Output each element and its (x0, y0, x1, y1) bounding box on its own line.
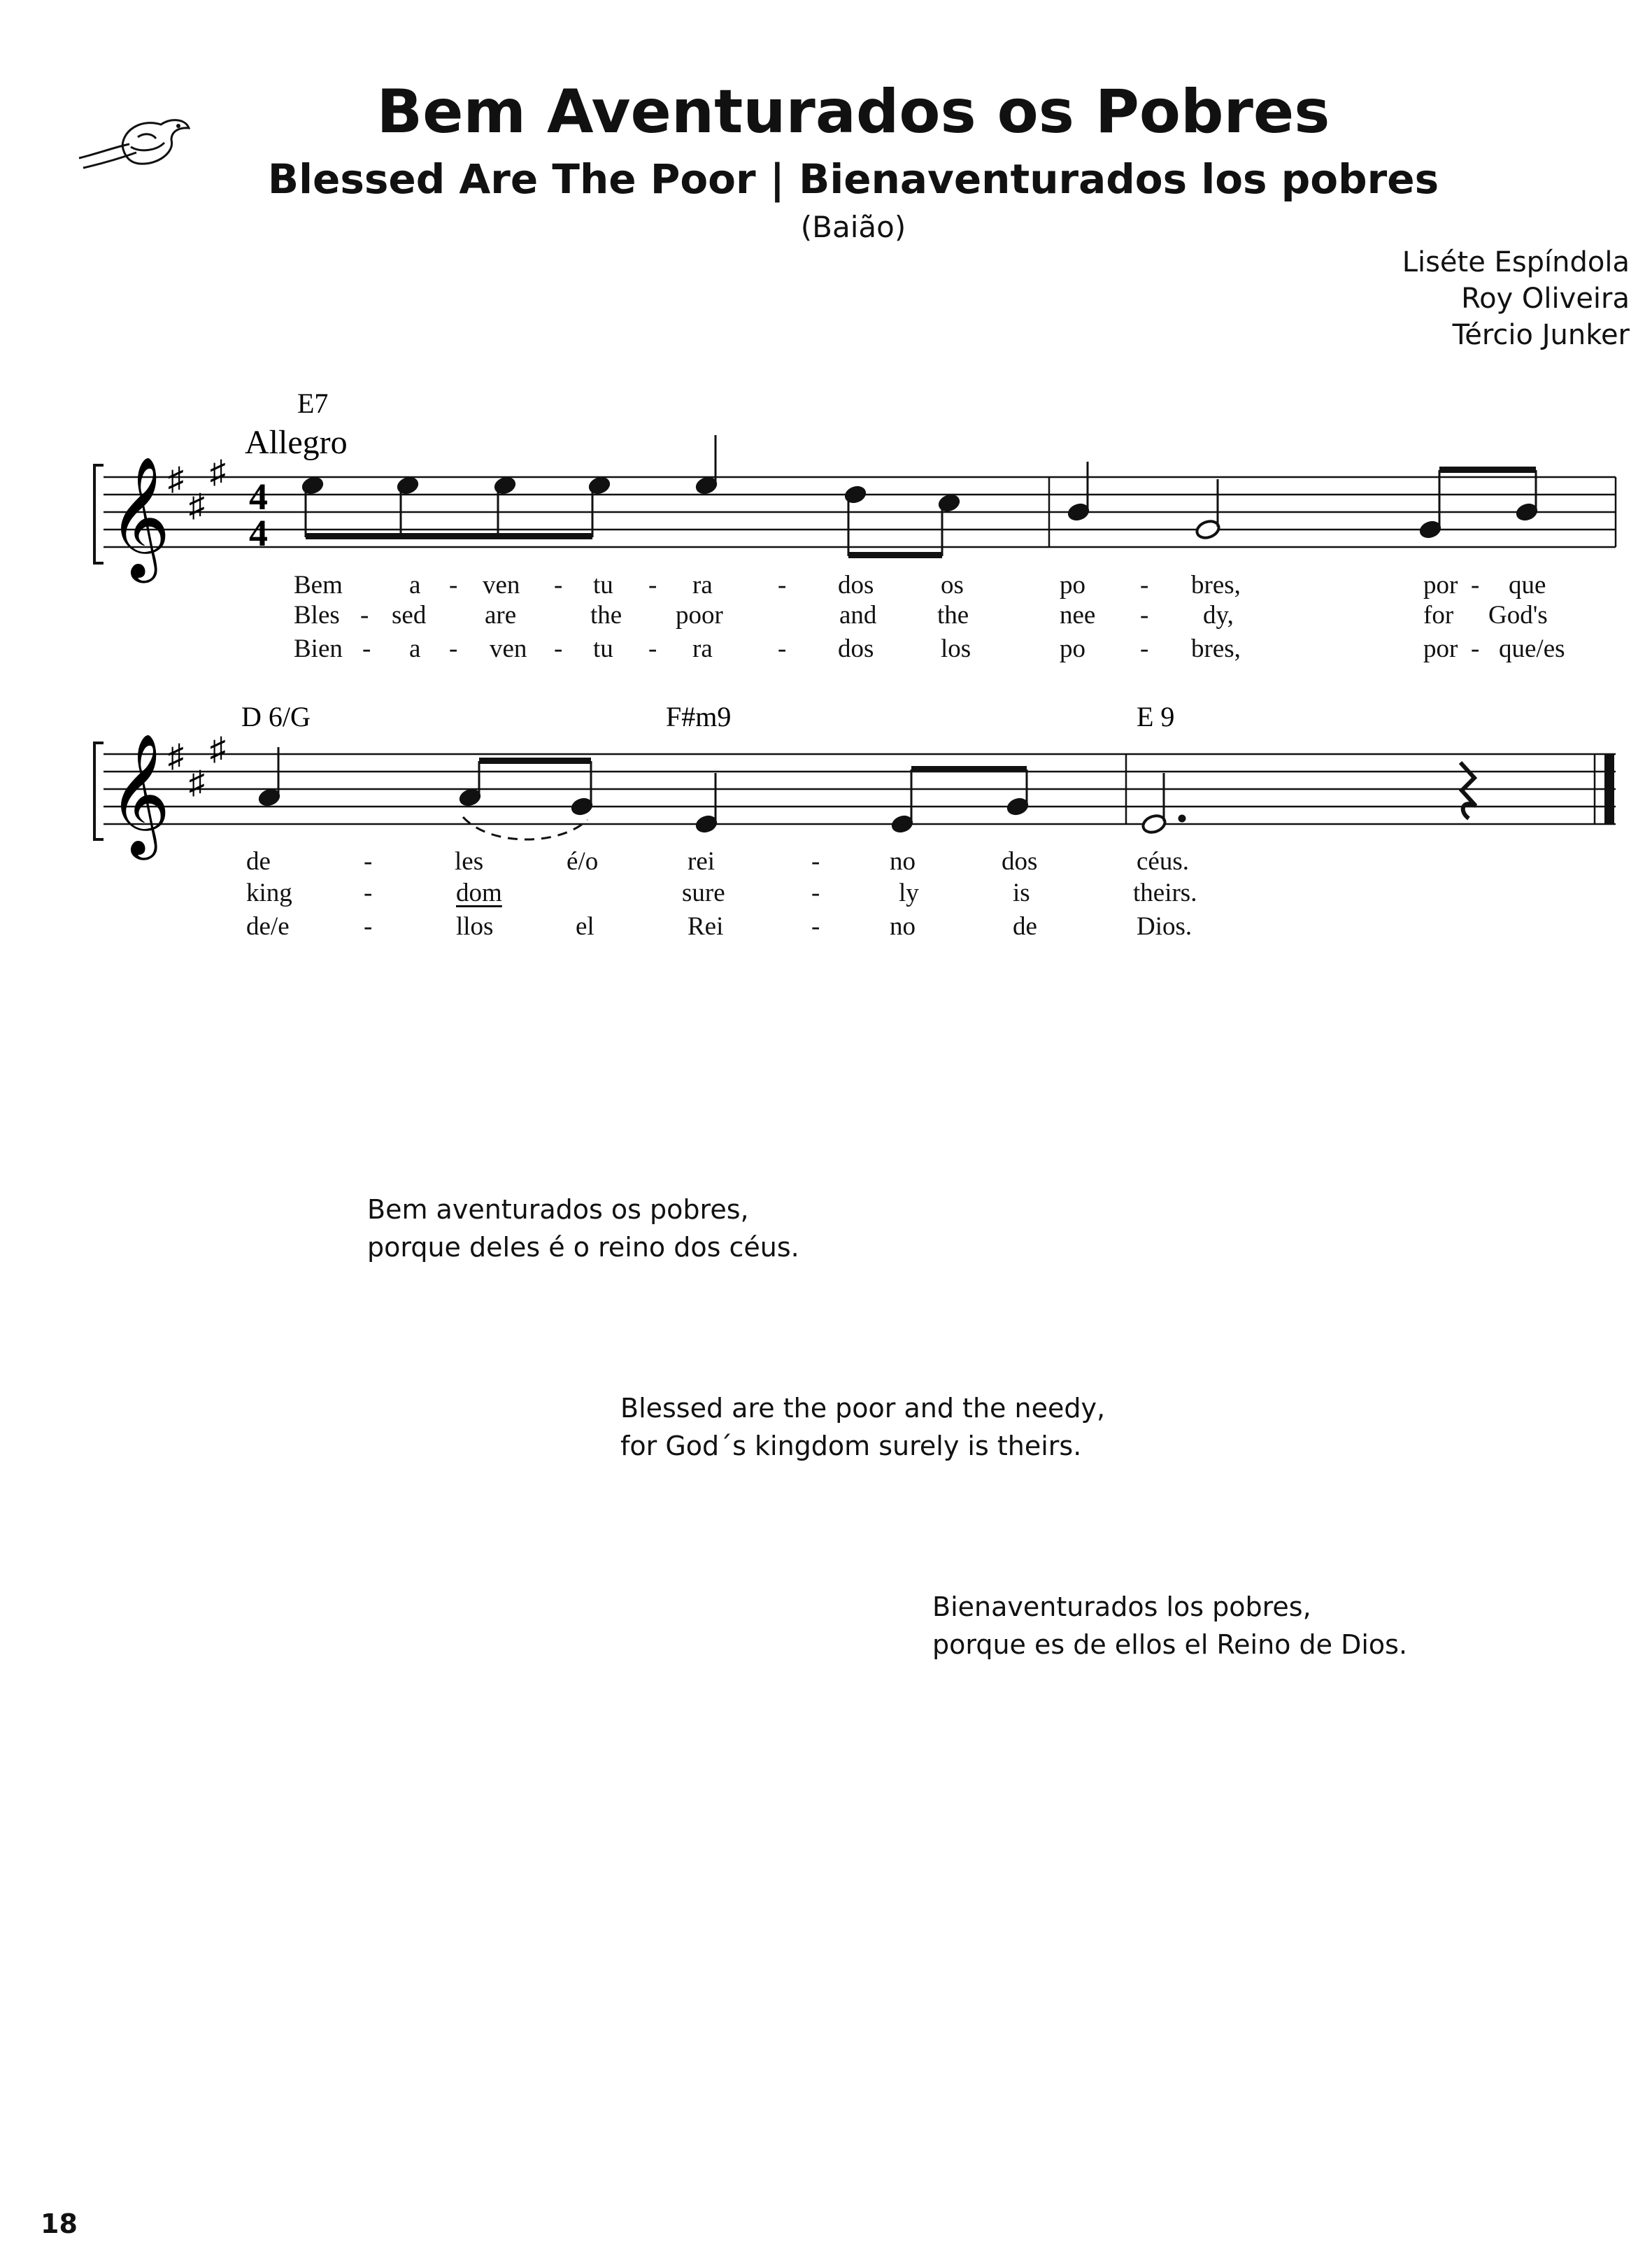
lyric: poor (676, 601, 723, 630)
lyric: ven (483, 571, 520, 600)
measure-3-notes (257, 747, 1030, 835)
lyric: ven (490, 634, 527, 663)
lyric: for (1423, 601, 1454, 630)
lyric: de (1013, 912, 1037, 941)
chord-e9: E 9 (1137, 701, 1175, 732)
lyric: - (364, 847, 373, 876)
measure-1-notes (300, 435, 962, 558)
lyric: - (648, 571, 657, 600)
svg-text:♯: ♯ (189, 765, 205, 800)
lyric: Dios. (1137, 912, 1192, 941)
lyric: - (1471, 571, 1480, 600)
lyric: dos (838, 571, 874, 600)
svg-text:♯: ♯ (210, 731, 226, 767)
composer-1: Liséte Espíndola (1402, 246, 1630, 278)
lyric: God's (1488, 601, 1548, 630)
lyric: - (648, 634, 657, 663)
lyric: Bles (294, 601, 340, 630)
lyric: el (576, 912, 594, 941)
lyric: ly (899, 879, 919, 907)
treble-clef-icon: 𝄞 (108, 460, 171, 576)
lyric: tu (593, 571, 613, 600)
lyric: no (890, 912, 916, 941)
lyric: king (246, 879, 292, 907)
lyric: dos (838, 634, 874, 663)
lyric: - (811, 847, 820, 876)
lyric: - (778, 634, 787, 663)
lyric: sure (682, 879, 725, 907)
stanza-english (620, 1389, 1105, 1465)
svg-text:♯: ♯ (168, 461, 184, 497)
staff-1 (0, 378, 1652, 588)
lyric: are (485, 601, 517, 630)
lyric: and (839, 601, 877, 630)
lyric: de/e (246, 912, 290, 941)
song-title: Bem Aventurados os Pobres (376, 77, 1330, 147)
lyric: Bien (294, 634, 343, 663)
lyric: sed (392, 601, 427, 630)
lyric: po (1060, 634, 1085, 663)
staff-2-lines (104, 754, 1616, 824)
lyric: bres, (1191, 634, 1241, 663)
time-signature-top: 4 (249, 476, 268, 518)
composer-3: Tércio Junker (1452, 319, 1630, 351)
lyric: no (890, 847, 916, 876)
lyric: - (362, 634, 371, 663)
lyric: los (941, 634, 971, 663)
time-signature-bottom: 4 (249, 512, 268, 554)
lyric: - (449, 634, 458, 663)
lyric: céus. (1137, 847, 1189, 876)
treble-clef-icon: 𝄞 (108, 737, 171, 853)
song-style: (Baião) (800, 210, 906, 244)
lyric: - (1140, 601, 1149, 630)
lyric: - (811, 912, 820, 941)
song-subtitle: Blessed Are The Poor | Bienaventurados los pobres (267, 155, 1439, 203)
lyric: por (1423, 634, 1458, 663)
lyric: - (811, 879, 820, 907)
lyric: - (778, 571, 787, 600)
lyric: - (360, 601, 369, 630)
lyric: a (409, 571, 421, 600)
lyric: - (1140, 634, 1149, 663)
lyric: theirs. (1133, 879, 1197, 907)
measure-4-notes (1141, 773, 1185, 835)
stanza-line: porque deles é o reino dos céus. (367, 1232, 799, 1263)
svg-text:♯: ♯ (210, 454, 226, 490)
lyric: dy, (1203, 601, 1234, 630)
lyric: dos (1002, 847, 1038, 876)
chord-fsharpm9: F#m9 (666, 701, 732, 732)
lyric: rei (688, 847, 715, 876)
lyric: the (590, 601, 622, 630)
stanza-line: Bienaventurados los pobres, (932, 1591, 1311, 1622)
lyric: que (1509, 571, 1546, 600)
page-number: 18 (41, 2208, 78, 2239)
lyric: ra (692, 571, 713, 600)
stanza-spanish (932, 1588, 1407, 1663)
lyric: de (246, 847, 271, 876)
lyric: bres, (1191, 571, 1241, 600)
stanza-line: Blessed are the poor and the needy, (620, 1393, 1106, 1424)
lyric: a (409, 634, 421, 663)
chord-e7: E7 (297, 388, 329, 419)
lyric: - (364, 912, 373, 941)
stanza-portuguese (367, 1191, 799, 1266)
lyric: tu (593, 634, 613, 663)
lyric: llos (456, 912, 494, 941)
svg-text:♯: ♯ (189, 488, 205, 523)
lyric: Rei (688, 912, 724, 941)
composer-2: Roy Oliveira (1461, 283, 1630, 315)
lyric: - (554, 571, 563, 600)
lyric: - (449, 571, 458, 600)
lyric: os (941, 571, 964, 600)
lyric: - (1140, 571, 1149, 600)
lyric: que/es (1499, 634, 1565, 663)
lyric: - (554, 634, 563, 663)
lyric: po (1060, 571, 1085, 600)
stanza-line: for God´s kingdom surely is theirs. (620, 1431, 1082, 1461)
lyric: dom (456, 879, 502, 907)
lyric: - (364, 879, 373, 907)
lyric: the (937, 601, 969, 630)
lyric: por (1423, 571, 1458, 600)
lyric: Bem (294, 571, 343, 600)
stanza-line: porque es de ellos el Reino de Dios. (932, 1629, 1408, 1660)
lyric: é/o (567, 847, 599, 876)
svg-text:♯: ♯ (168, 738, 184, 774)
lyric: is (1013, 879, 1030, 907)
lyric: - (1471, 634, 1480, 663)
lyric: ra (692, 634, 713, 663)
chord-d6g: D 6/G (241, 701, 311, 732)
lyric: nee (1060, 601, 1096, 630)
tempo-marking: Allegro (245, 424, 348, 461)
stanza-line: Bem aventurados os pobres, (367, 1194, 749, 1225)
lyric: les (455, 847, 484, 876)
staff-2 (0, 693, 1652, 867)
